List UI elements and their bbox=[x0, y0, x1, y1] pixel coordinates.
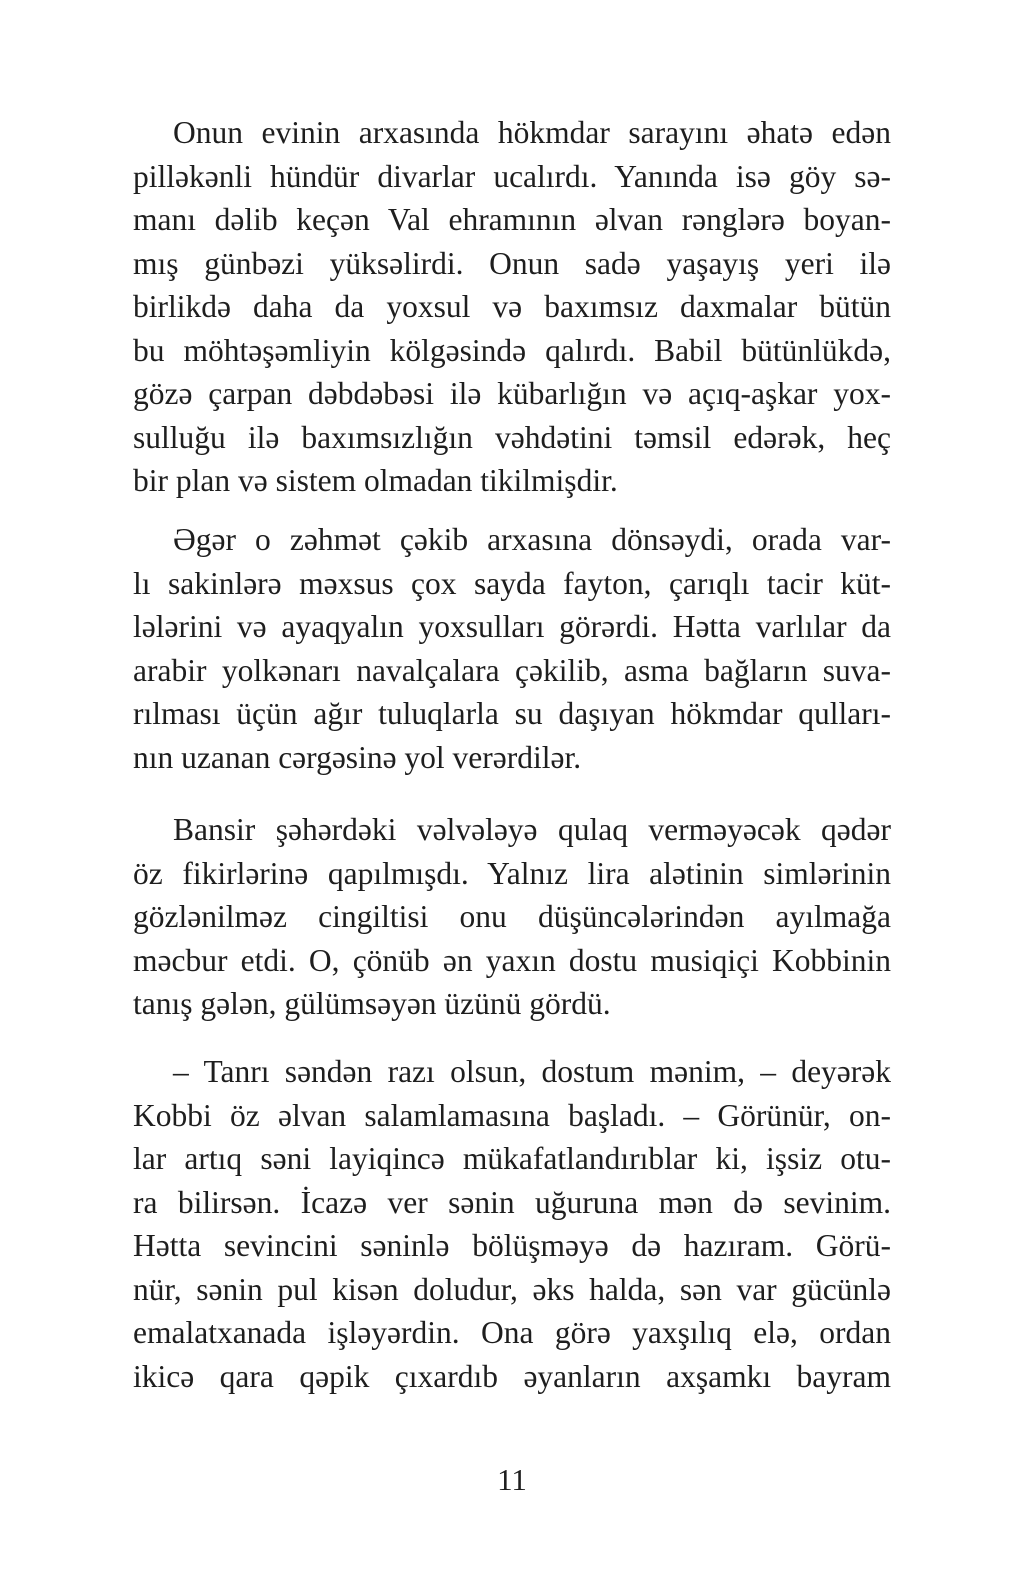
text-line: birlikdə daha da yoxsul və baxımsız daxmalar bütün bbox=[133, 289, 891, 324]
text-line: gözlənilməz cingiltisi onu düşüncələrindən ayılmağa bbox=[133, 899, 891, 934]
text-line: emalatxanada işləyərdin. Ona görə yaxşılıq elə, ordan bbox=[133, 1315, 891, 1350]
text-line: bir plan və sistem olmadan tikilmişdir. bbox=[133, 463, 618, 498]
text-line: – Tanrı səndən razı olsun, dostum mənim, – deyərək bbox=[173, 1054, 891, 1089]
text-line: manı dəlib keçən Val ehramının əlvan rənglərə boyan- bbox=[133, 202, 891, 237]
text-line: Əgər o zəhmət çəkib arxasına dönsəydi, orada var- bbox=[173, 522, 891, 557]
text-line: sulluğu ilə baxımsızlığın vəhdətini təmsil edərək, heç bbox=[133, 419, 891, 455]
paragraph-1 bbox=[133, 111, 891, 503]
text-line: Onun evinin arxasında hökmdar sarayını əhatə edən bbox=[173, 115, 891, 150]
text-line: lar artıq səni layiqincə mükafatlandırıblar ki, işsiz otu- bbox=[133, 1141, 891, 1176]
text-line: ra bilirsən. İcazə ver sənin uğuruna mən də sevinim. bbox=[133, 1184, 891, 1220]
paragraph-3 bbox=[133, 808, 891, 1026]
text-line: lələrini və ayaqyalın yoxsulları görərdi. Hətta varlılar da bbox=[133, 609, 891, 644]
text-line: pilləkənli hündür divarlar ucalırdı. Yanında isə göy sə- bbox=[133, 158, 891, 194]
text-line: ikicə qara qəpik çıxardıb əyanların axşamkı bayram bbox=[133, 1358, 891, 1394]
text-line: nın uzanan cərgəsinə yol verərdilər. bbox=[133, 739, 582, 775]
text-line: rılması üçün ağır tuluqlarla su daşıyan hökmdar qulları- bbox=[133, 696, 891, 731]
text-line: mış günbəzi yüksəlirdi. Onun sadə yaşayış yeri ilə bbox=[133, 245, 891, 281]
text-line: öz fikirlərinə qapılmışdı. Yalnız lira alətinin simlərinin bbox=[133, 855, 891, 891]
text-line: nür, sənin pul kisən doludur, əks halda, sən var gücünlə bbox=[133, 1271, 891, 1307]
text-line: arabir yolkənarı navalçalara çəkilib, asma bağların suva- bbox=[133, 652, 891, 688]
text-line: gözə çarpan dəbdəbəsi ilə kübarlığın və açıq-aşkar yox- bbox=[133, 376, 891, 411]
text-line: məcbur etdi. O, çönüb ən yaxın dostu musiqiçi Kobbinin bbox=[133, 942, 891, 978]
paragraph-2 bbox=[133, 518, 891, 779]
text-line: bu möhtəşəmliyin kölgəsində qalırdı. Babil bütünlükdə, bbox=[133, 332, 891, 368]
text-line: Kobbi öz əlvan salamlamasına başladı. – Görünür, on- bbox=[133, 1097, 891, 1133]
text-line: tanış gələn, gülümsəyən üzünü gördü. bbox=[133, 986, 611, 1021]
paragraph-4 bbox=[133, 1050, 891, 1398]
text-line: Hətta sevincini səninlə bölüşməyə də hazıram. Görü- bbox=[133, 1228, 891, 1263]
text-line: lı sakinlərə məxsus çox sayda fayton, çarıqlı tacir küt- bbox=[133, 565, 891, 601]
page-number: 11 bbox=[497, 1462, 527, 1497]
text-line: Bansir şəhərdəki vəlvələyə qulaq verməyəcək qədər bbox=[173, 812, 891, 847]
